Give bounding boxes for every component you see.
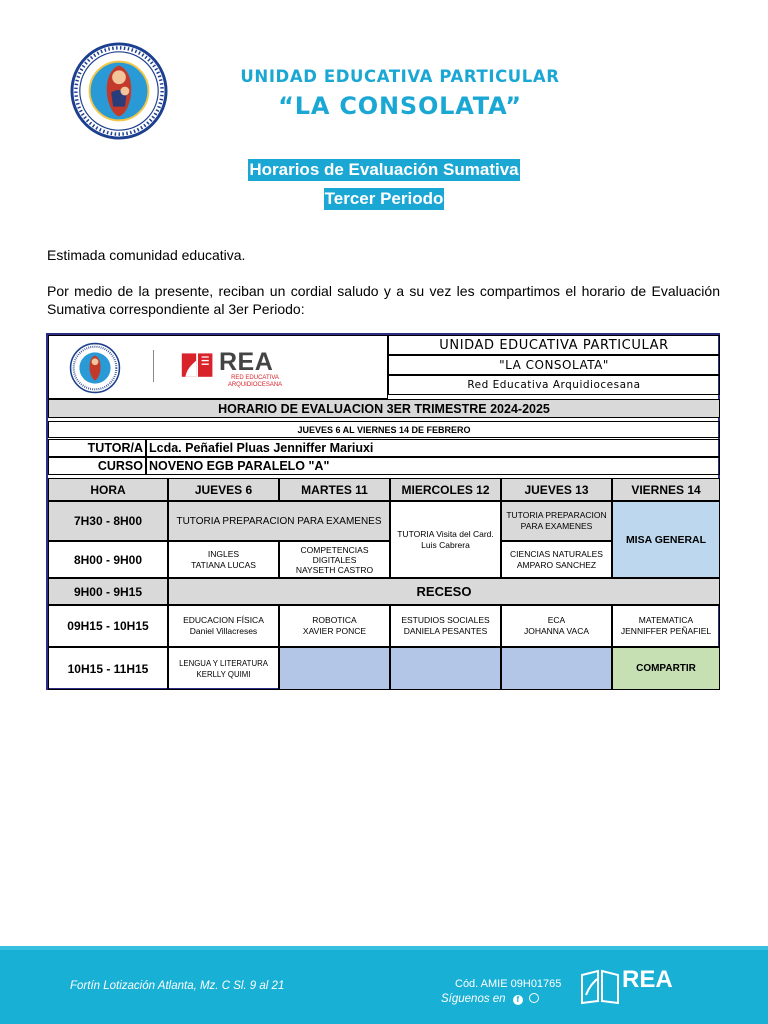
cell-r4-educacion-fisica: EDUCACION FÍSICA Daniel Villacreses [168,605,279,647]
cell-r4-eca: ECA JOHANNA VACA [501,605,612,647]
footer-amie-code: Cód. AMIE 09H01765 [455,978,562,990]
cell-r5-empty-miercoles [390,647,501,690]
rea-logo-subtitle: RED EDUCATIVA ARQUIDIOCESANA [227,375,283,388]
col-header-jueves13: JUEVES 13 [501,478,612,501]
cell-r4-matematica: MATEMATICA JENNIFFER PEÑAFIEL [612,605,720,647]
time-cell-0800: 8H00 - 9H00 [48,541,168,578]
cell-r4-estudios-sociales: ESTUDIOS SOCIALES DANIELA PESANTES [390,605,501,647]
intro-paragraph: Por medio de la presente, reciban un cordial saludo y a su vez les compartimos el horario de Evaluación Sumativa correspondiente al 3er Periodo: [47,283,720,317]
cell-receso: RECESO [168,578,720,605]
footer-rea-logo [580,963,695,1008]
col-header-hora: HORA [48,478,168,501]
school-name: “LA CONSOLATA” [278,92,522,120]
schedule-table [46,333,720,690]
school-title: UNIDAD EDUCATIVA PARTICULAR [240,67,560,86]
headline-evaluation-schedules: Horarios de Evaluación Sumativa [249,160,519,179]
col-header-miercoles12: MIERCOLES 12 [390,478,501,501]
rea-footer-text: REA [622,966,673,993]
instagram-icon[interactable] [529,993,539,1003]
footer-stripe [0,946,768,950]
org-name-cell: UNIDAD EDUCATIVA PARTICULAR [388,335,720,355]
headline-period: Tercer Periodo [324,189,444,208]
time-cell-0915: 09H15 - 10H15 [48,605,168,647]
footer-address: Fortín Lotización Atlanta, Mz. C Sl. 9 al 21 [70,980,285,992]
col-header-jueves6: JUEVES 6 [168,478,279,501]
cell-r5-lengua: LENGUA Y LITERATURA KERLLY QUIMI [168,647,279,690]
cell-r2-competencias: COMPETENCIAS DIGITALES NAYSETH CASTRO [279,541,390,578]
schedule-dates: JUEVES 6 AL VIERNES 14 DE FEBRERO [48,421,720,438]
footer-follow [441,993,539,1005]
cell-miercoles-tutoria: TUTORIA Visita del Card. Luis Cabrera [390,501,501,578]
schedule-title: HORARIO DE EVALUACION 3ER TRIMESTRE 2024-2025 [48,399,720,418]
cell-tutoria-span: TUTORIA PREPARACION PARA EXAMENES [168,501,390,541]
cell-r5-compartir: COMPARTIR [612,647,720,690]
tutor-label: TUTOR/A [48,439,146,457]
facebook-icon[interactable]: f [513,995,523,1005]
school-seal-icon [70,42,168,140]
footer-follow-label: Síguenos en [441,993,506,1005]
org-network-cell: Red Educativa Arquidiocesana [388,375,720,395]
time-cell-0900: 9H00 - 9H15 [48,578,168,605]
cell-r2-ciencias: CIENCIAS NATURALES AMPARO SANCHEZ [501,541,612,578]
col-header-viernes14: VIERNES 14 [612,478,720,501]
rea-logo-text: REA [219,348,274,376]
cell-r4-robotica: ROBOTICA XAVIER PONCE [279,605,390,647]
cell-r2-ingles: INGLES TATIANA LUCAS [168,541,279,578]
cell-r5-empty-martes [279,647,390,690]
headline-row-2 [0,189,768,209]
logo-divider [153,350,154,382]
cell-jueves13-tutoria: TUTORIA PREPARACION PARA EXAMENES [501,501,612,541]
cell-r5-empty-jueves [501,647,612,690]
logo-header-cell [48,335,388,399]
org-sub-cell: "LA CONSOLATA" [388,355,720,375]
course-value: NOVENO EGB PARALELO "A" [146,457,720,475]
cell-misa-general: MISA GENERAL [612,501,720,578]
greeting-text: Estimada comunidad educativa. [47,247,246,263]
time-cell-0730: 7H30 - 8H00 [48,501,168,541]
school-seal-small-icon [69,342,121,394]
tutor-value: Lcda. Peñafiel Pluas Jenniffer Mariuxi [146,439,720,457]
rea-logo-icon [180,348,216,384]
course-label: CURSO [48,457,146,475]
rea-footer-book-icon [580,965,620,1005]
headline-row-1 [0,160,768,180]
time-cell-1015: 10H15 - 11H15 [48,647,168,690]
col-header-martes11: MARTES 11 [279,478,390,501]
